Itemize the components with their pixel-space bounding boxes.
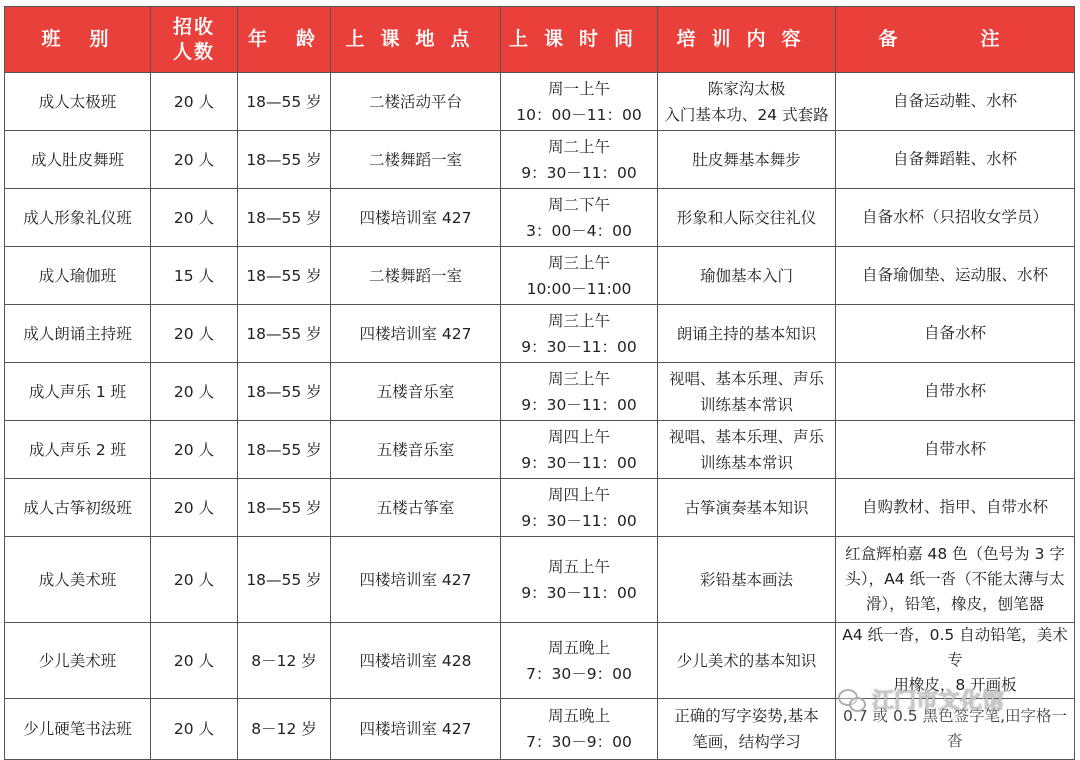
class-name-cell: 成人古筝初级班 (5, 479, 151, 537)
watermark-text: 江门市文化馆 (872, 688, 1005, 714)
notes-cell: 自备水杯（只招收女学员） (836, 189, 1075, 247)
notes-cell: A4 纸一沓，0.5 自动铅笔，美术专 用橡皮，8 开画板 (836, 623, 1075, 699)
notes-cell: 自备水杯 (836, 305, 1075, 363)
content-cell: 正确的写字姿势,基本 笔画，结构学习 (658, 699, 836, 760)
table-body (5, 73, 1075, 760)
time-cell: 周一上午 10：00－11：00 (501, 73, 658, 131)
class-name-cell: 成人美术班 (5, 537, 151, 623)
class-name-cell: 成人形象礼仪班 (5, 189, 151, 247)
quota-cell: 20 人 (151, 537, 238, 623)
table-row (5, 131, 1075, 189)
header-age: 年 龄 (238, 7, 331, 73)
time-cell: 周二上午 9：30－11：00 (501, 131, 658, 189)
class-name-cell: 成人声乐 2 班 (5, 421, 151, 479)
content-cell: 朗诵主持的基本知识 (658, 305, 836, 363)
class-name-cell: 成人肚皮舞班 (5, 131, 151, 189)
age-cell: 8－12 岁 (238, 699, 331, 760)
header-row (5, 7, 1075, 73)
age-cell: 18—55 岁 (238, 421, 331, 479)
quota-cell: 20 人 (151, 189, 238, 247)
age-cell: 18—55 岁 (238, 73, 331, 131)
header-content: 培训内容 (658, 7, 836, 73)
quota-cell: 20 人 (151, 73, 238, 131)
time-cell: 周三上午 10:00－11:00 (501, 247, 658, 305)
table-row (5, 189, 1075, 247)
quota-cell: 20 人 (151, 305, 238, 363)
header-location: 上课地点 (331, 7, 501, 73)
age-cell: 18—55 岁 (238, 247, 331, 305)
class-name-cell: 成人声乐 1 班 (5, 363, 151, 421)
notes-cell: 自备舞蹈鞋、水杯 (836, 131, 1075, 189)
time-cell: 周五晚上 7：30－9：00 (501, 623, 658, 699)
quota-cell: 20 人 (151, 363, 238, 421)
notes-cell: 红盒辉柏嘉 48 色（色号为 3 字 头），A4 纸一沓（不能太薄与太 滑），铅笔，橡皮，刨笔器 (836, 537, 1075, 623)
location-cell: 五楼音乐室 (331, 421, 501, 479)
time-cell: 周三上午 9：30－11：00 (501, 363, 658, 421)
location-cell: 四楼培训室 428 (331, 623, 501, 699)
time-cell: 周四上午 9：30－11：00 (501, 421, 658, 479)
header-quota: 招收 人数 (151, 7, 238, 73)
location-cell: 二楼舞蹈一室 (331, 131, 501, 189)
class-name-cell: 少儿美术班 (5, 623, 151, 699)
notes-cell: 自购教材、指甲、自带水杯 (836, 479, 1075, 537)
quota-cell: 20 人 (151, 623, 238, 699)
wechat-icon (838, 687, 866, 711)
time-cell: 周四上午 9：30－11：00 (501, 479, 658, 537)
class-name-cell: 成人瑜伽班 (5, 247, 151, 305)
content-cell: 陈家沟太极 入门基本功、24 式套路 (658, 73, 836, 131)
content-cell: 视唱、基本乐理、声乐 训练基本常识 (658, 363, 836, 421)
class-name-cell: 少儿硬笔书法班 (5, 699, 151, 760)
header-time: 上课时间 (501, 7, 658, 73)
time-cell: 周五上午 9：30－11：00 (501, 537, 658, 623)
content-cell: 古筝演奏基本知识 (658, 479, 836, 537)
quota-cell: 20 人 (151, 479, 238, 537)
table-row (5, 73, 1075, 131)
quota-cell: 15 人 (151, 247, 238, 305)
content-cell: 少儿美术的基本知识 (658, 623, 836, 699)
quota-cell: 20 人 (151, 699, 238, 760)
watermark (838, 682, 1004, 716)
class-name-cell: 成人太极班 (5, 73, 151, 131)
location-cell: 二楼舞蹈一室 (331, 247, 501, 305)
table-row (5, 421, 1075, 479)
age-cell: 18—55 岁 (238, 479, 331, 537)
content-cell: 肚皮舞基本舞步 (658, 131, 836, 189)
time-cell: 周二下午 3：00－4：00 (501, 189, 658, 247)
table-row (5, 363, 1075, 421)
time-cell: 周三上午 9：30－11：00 (501, 305, 658, 363)
content-cell: 瑜伽基本入门 (658, 247, 836, 305)
time-cell: 周五晚上 7：30－9：00 (501, 699, 658, 760)
age-cell: 18—55 岁 (238, 363, 331, 421)
age-cell: 18—55 岁 (238, 131, 331, 189)
location-cell: 五楼音乐室 (331, 363, 501, 421)
age-cell: 18—55 岁 (238, 305, 331, 363)
header-class: 班 别 (5, 7, 151, 73)
content-cell: 形象和人际交往礼仪 (658, 189, 836, 247)
class-schedule-table (4, 6, 1075, 760)
location-cell: 四楼培训室 427 (331, 189, 501, 247)
age-cell: 18—55 岁 (238, 189, 331, 247)
location-cell: 二楼活动平台 (331, 73, 501, 131)
content-cell: 彩铅基本画法 (658, 537, 836, 623)
location-cell: 五楼古筝室 (331, 479, 501, 537)
content-cell: 视唱、基本乐理、声乐 训练基本常识 (658, 421, 836, 479)
notes-cell: 自带水杯 (836, 363, 1075, 421)
location-cell: 四楼培训室 427 (331, 699, 501, 760)
location-cell: 四楼培训室 427 (331, 537, 501, 623)
age-cell: 8－12 岁 (238, 623, 331, 699)
notes-cell: 自备运动鞋、水杯 (836, 73, 1075, 131)
class-name-cell: 成人朗诵主持班 (5, 305, 151, 363)
quota-cell: 20 人 (151, 131, 238, 189)
header-notes: 备 注 (836, 7, 1075, 73)
table-row (5, 247, 1075, 305)
notes-cell: 自备瑜伽垫、运动服、水杯 (836, 247, 1075, 305)
age-cell: 18—55 岁 (238, 537, 331, 623)
location-cell: 四楼培训室 427 (331, 305, 501, 363)
table-row (5, 479, 1075, 537)
table-row (5, 537, 1075, 623)
table-row (5, 305, 1075, 363)
quota-cell: 20 人 (151, 421, 238, 479)
notes-cell: 0.7 或 0.5 黑色签字笔,田字格一沓 (836, 699, 1075, 760)
notes-cell: 自带水杯 (836, 421, 1075, 479)
